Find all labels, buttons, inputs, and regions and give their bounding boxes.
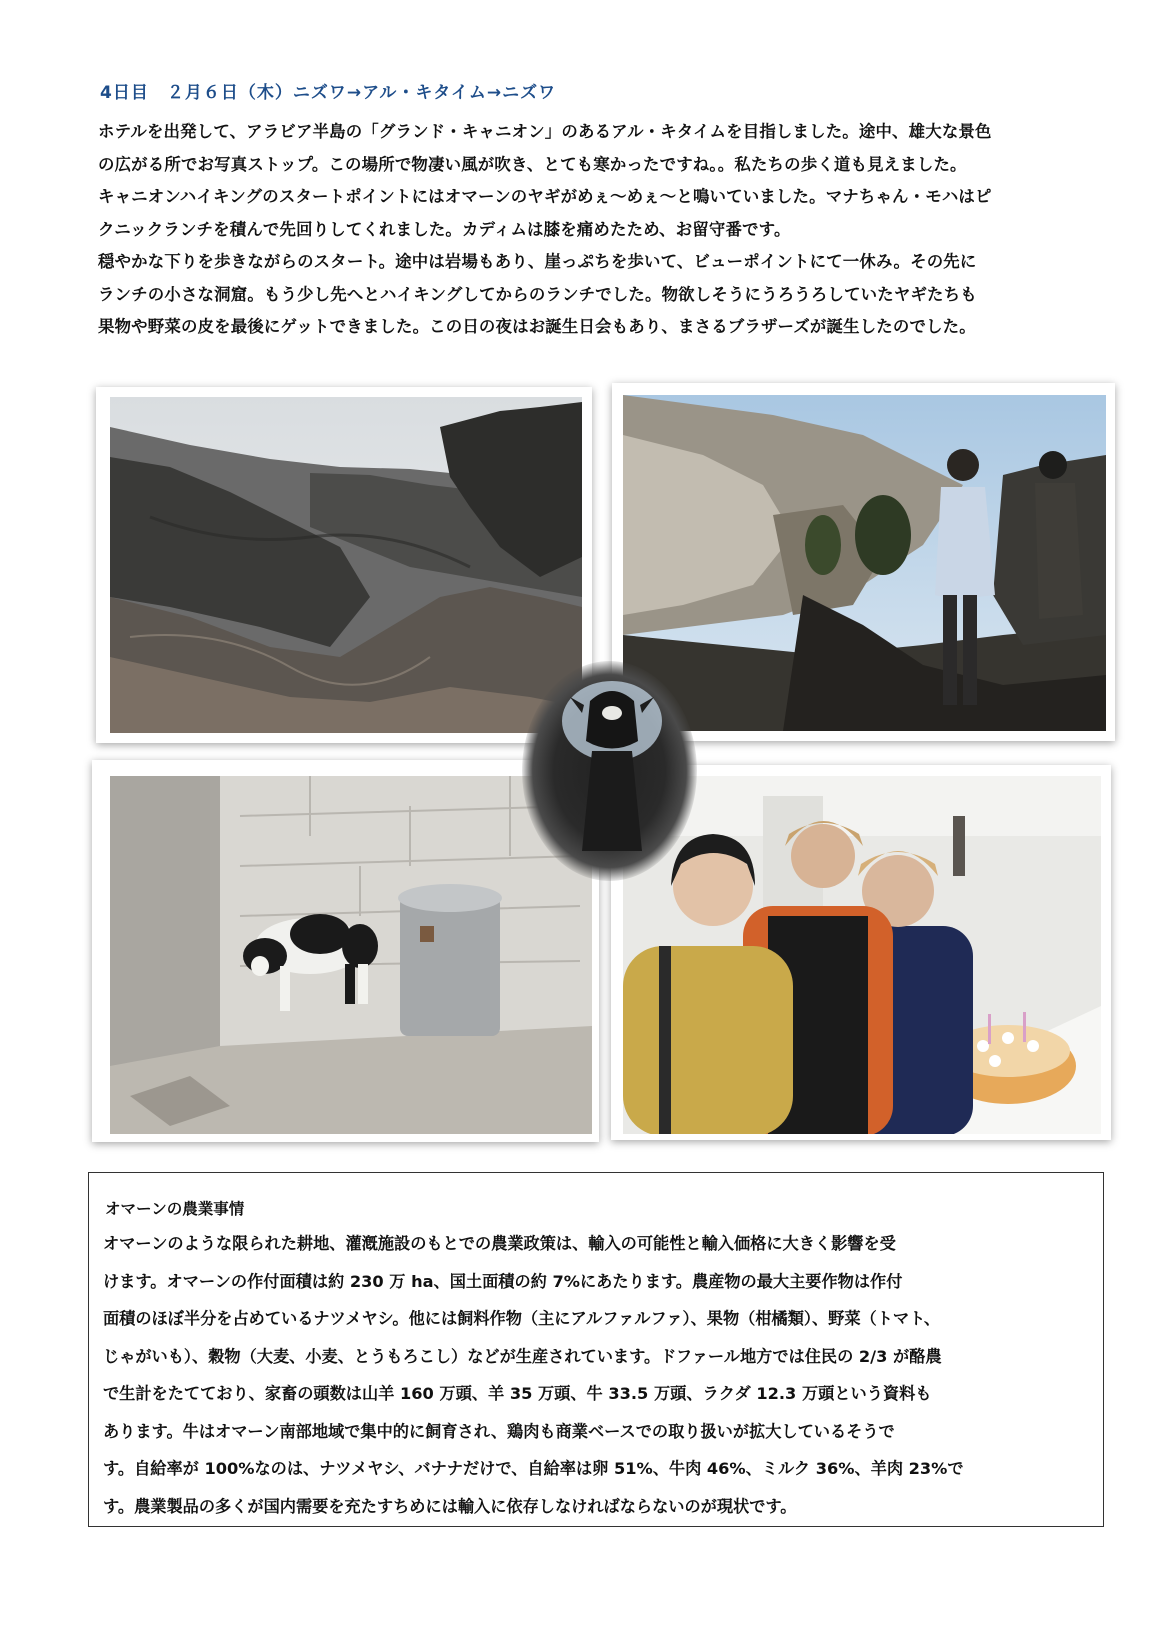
- goat-vignette-photo: [522, 661, 697, 881]
- agriculture-line: す。自給率が 100%なのは、ナツメヤシ、バナナだけで、自給率は卵 51%、牛肉 46%、ミルク 36%、羊肉 23%で: [103, 1459, 964, 1478]
- agriculture-line: 面積のほぼ半分を占めているナツメヤシ。他には飼料作物（主にアルファルファ）、果物（柑橘類）、野菜（トマト、: [103, 1309, 941, 1328]
- agriculture-line: じゃがいも）、穀物（大麦、小麦、とうもろこし）などが生産されています。ドファール地方では住民の 2/3 が酪農: [103, 1346, 942, 1366]
- birthday-image: [623, 776, 1101, 1134]
- agriculture-text: [103, 1225, 1091, 1525]
- day-title: 4日目 ２月６日（木）ニズワ→アル・キタイム→ニズワ: [100, 83, 557, 103]
- intro-line: キャニオンハイキングのスタートポイントにはオマーンのヤギがめぇ～めぇ～と鳴いていました。マナちゃん・モハはピ: [98, 187, 992, 206]
- intro-line: 穏やかな下りを歩きながらのスタート。途中は岩場もあり、崖っぷちを歩いて、ビューポイントにて一休み。その先に: [98, 252, 977, 271]
- intro-line: 果物や野菜の皮を最後にゲットできました。この日の夜はお誕生日会もあり、まさるブラザーズが誕生したのでした。: [98, 317, 976, 336]
- agriculture-line: す。農業製品の多くが国内需要を充たすちめには輸入に依存しなければならないのが現状です。: [103, 1496, 797, 1516]
- intro-line: の広がる所でお写真ストップ。この場所で物凄い風が吹き、とても寒かったですね。。私たちの歩く道も見えました。: [98, 154, 967, 174]
- canyon-photo: [96, 387, 592, 743]
- agriculture-info-box: [88, 1172, 1104, 1527]
- agriculture-heading: オマーンの農業事情: [105, 1200, 245, 1218]
- agriculture-line: あります。牛はオマーン南部地域で集中的に飼育され、鶏肉も商業ベースでの取り扱いが拡大しているそうで: [103, 1421, 895, 1441]
- agriculture-line: オマーンのような限られた耕地、灌漑施設のもとでの農業政策は、輸入の可能性と輸入価格に大きく影響を受: [103, 1234, 896, 1253]
- goat-vignette-image: [522, 661, 697, 881]
- agriculture-line: けます。オマーンの作付面積は約 230 万 ha、国土面積の約 7%にあたります。農産物の最大主要作物は作付: [103, 1271, 903, 1291]
- intro-paragraph: [98, 116, 1138, 344]
- goat-kid-photo: [92, 760, 599, 1142]
- hikers-photo: [612, 383, 1115, 741]
- agriculture-line: で生計をたてており、家畜の頭数は山羊 160 万頭、羊 35 万頭、牛 33.5 万頭、ラクダ 12.3 万頭という資料も: [103, 1384, 932, 1403]
- intro-line: ランチの小さな洞窟。もう少し先へとハイキングしてからのランチでした。物欲しそうにうろうろしていたヤギたちも: [98, 284, 977, 304]
- intro-line: クニックランチを積んで先回りしてくれました。カディムは膝を痛めたため、お留守番です。: [98, 219, 791, 239]
- intro-line: ホテルを出発して、アラビア半島の「グランド・キャニオン」のあるアル・キタイムを目指しました。途中、雄大な景色: [98, 122, 992, 141]
- hikers-image: [623, 395, 1106, 731]
- goat-kid-image: [110, 776, 592, 1134]
- canyon-image: [110, 397, 582, 733]
